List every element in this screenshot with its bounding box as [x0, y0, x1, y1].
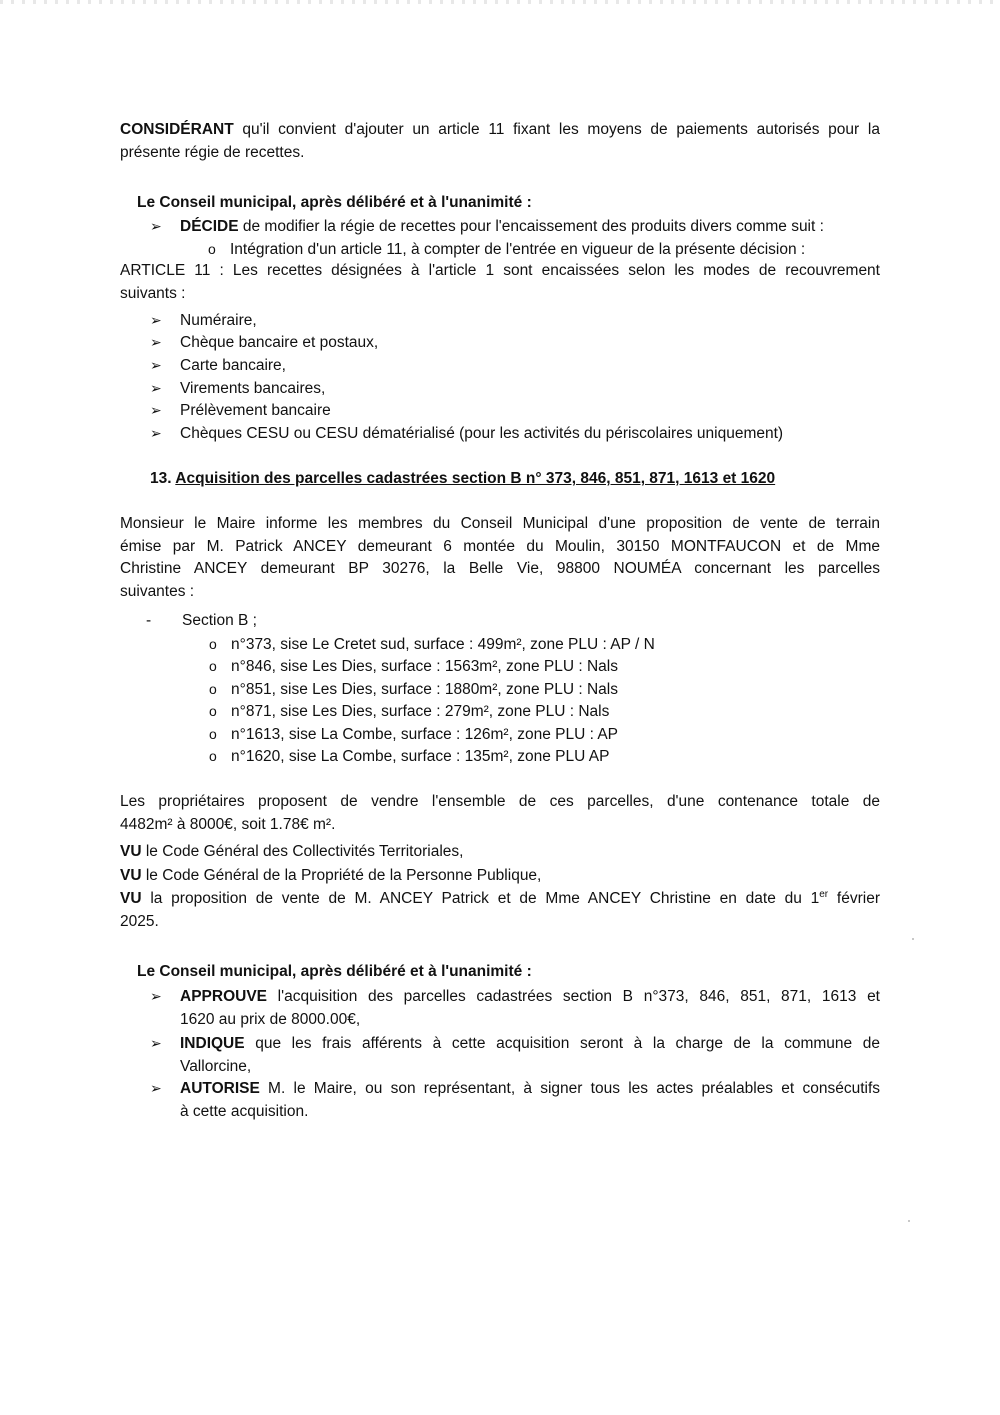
arrow-bullet-icon: ➢ [150, 381, 162, 397]
arrow-bullet-icon: ➢ [150, 1036, 162, 1052]
council-decision-heading: Le Conseil municipal, après délibéré et à l'unanimité : [137, 194, 532, 211]
dash-bullet-icon: - [146, 612, 152, 629]
arrow-bullet-icon: ➢ [150, 219, 162, 235]
considerant-paragraph [120, 119, 880, 164]
circle-bullet-icon: o [209, 726, 217, 742]
parcel-item: o n°846, sise Les Dies, surface : 1563m², zone PLU : Nals [209, 655, 618, 679]
decide-item [150, 216, 880, 239]
approuve-item: ➢ APPROUVE l'acquisition des parcelles cadastrées section B n°373, 846, 851, 871, 1613 et 1620 au prix de 8000.00€, [150, 988, 880, 1028]
payment-mode-item: ➢ Carte bancaire, [150, 355, 286, 378]
payment-mode-item: ➢ Virements bancaires, [150, 378, 325, 401]
payment-mode-item: ➢ Prélèvement bancaire [150, 400, 331, 423]
circle-bullet-icon: o [209, 703, 217, 719]
indique-keyword: INDIQUE [180, 1035, 245, 1052]
article11-text-2: suivants : [120, 284, 186, 302]
parcel-item: o n°1620, sise La Combe, surface : 135m², zone PLU AP [209, 745, 609, 769]
section-13-number: 13. [150, 470, 172, 487]
scan-speck [908, 1220, 910, 1222]
circle-bullet-icon: o [209, 658, 217, 674]
payment-mode-item: ➢ Numéraire, [150, 310, 257, 333]
section-b-label: - Section B ; [146, 610, 257, 633]
autorise-item: ➢ AUTORISE M. le Maire, ou son représentant, à signer tous les actes préalables et consécutifs à cette acquisition. [150, 1080, 880, 1120]
considerant-keyword: CONSIDÉRANT [120, 121, 234, 138]
scan-edge-artifact [0, 0, 1000, 4]
circle-bullet-icon: o [209, 636, 217, 652]
council-decision-heading-2: Le Conseil municipal, après délibéré et à l'unanimité : [137, 963, 532, 980]
arrow-bullet-icon: ➢ [150, 1081, 162, 1097]
parcel-item: o n°871, sise Les Dies, surface : 279m², zone PLU : Nals [209, 700, 609, 724]
section-13-heading [150, 468, 775, 491]
circle-bullet-icon: o [209, 748, 217, 764]
indique-item: ➢ INDIQUE que les frais afférents à cette acquisition seront à la charge de la commune de Vallorcine, [150, 1035, 880, 1075]
decide-sub-item-text: Intégration d'un article 11, à compter de l'entrée en vigueur de la présente décision : [230, 241, 806, 258]
vu-keyword: VU [120, 843, 142, 860]
payment-mode-item: ➢ Chèques CESU ou CESU dématérialisé (pour les activités du périscolaires uniquement) [150, 423, 783, 446]
vu-item: VU la proposition de vente de M. ANCEY Patrick et de Mme ANCEY Christine en date du 1er février 2025. [120, 888, 880, 930]
section-13-title: Acquisition des parcelles cadastrées section B n° 373, 846, 851, 871, 1613 et 1620 [175, 470, 776, 487]
intro-paragraph: Monsieur le Maire informe les membres du Conseil Municipal d'une proposition de vente de terrain émise par M. Patrick ANCEY demeurant 6 montée du Moulin, 30150 MONTFAUCON et de Mme Christine ANCEY demeurant BP 30276, la Belle Vie, 98800 NOUMÉA concernant les parcelles suivantes : [120, 515, 880, 600]
circle-bullet-icon: o [209, 681, 217, 697]
vu-item: VU le Code Général des Collectivités Territoriales, [120, 843, 464, 860]
arrow-bullet-icon: ➢ [150, 313, 162, 329]
owners-paragraph: Les propriétaires proposent de vendre l'ensemble de ces parcelles, d'une contenance totale de 4482m² à 8000€, soit 1.78€ m². [120, 793, 880, 833]
considerant-text-2: présente régie de recettes. [120, 143, 305, 161]
circle-bullet-icon: o [208, 241, 216, 257]
article11-paragraph [120, 260, 880, 305]
autorise-keyword: AUTORISE [180, 1080, 260, 1097]
arrow-bullet-icon: ➢ [150, 426, 162, 442]
considerant-text: qu'il convient d'ajouter un article 11 fixant les moyens de paiements autorisés pour la [233, 121, 880, 138]
parcel-item: o n°851, sise Les Dies, surface : 1880m², zone PLU : Nals [209, 678, 618, 702]
parcel-item: o n°373, sise Le Cretet sud, surface : 499m², zone PLU : AP / N [209, 633, 655, 657]
payment-mode-item: ➢ Chèque bancaire et postaux, [150, 332, 378, 355]
decide-sub-item [208, 238, 805, 262]
parcel-item: o n°1613, sise La Combe, surface : 126m², zone PLU : AP [209, 723, 618, 747]
decide-keyword: DÉCIDE [180, 218, 239, 235]
arrow-bullet-icon: ➢ [150, 358, 162, 374]
arrow-bullet-icon: ➢ [150, 335, 162, 351]
arrow-bullet-icon: ➢ [150, 403, 162, 419]
vu-keyword: VU [120, 867, 142, 884]
scan-speck [912, 938, 914, 940]
approuve-keyword: APPROUVE [180, 988, 267, 1005]
decide-text: de modifier la régie de recettes pour l'encaissement des produits divers comme suit : [238, 218, 824, 235]
vu-keyword: VU [120, 890, 142, 907]
vu-item: VU le Code Général de la Propriété de la Personne Publique, [120, 867, 542, 884]
article11-text: ARTICLE 11 : Les recettes désignées à l'article 1 sont encaissées selon les modes de recouvrement [120, 262, 880, 279]
arrow-bullet-icon: ➢ [150, 989, 162, 1005]
